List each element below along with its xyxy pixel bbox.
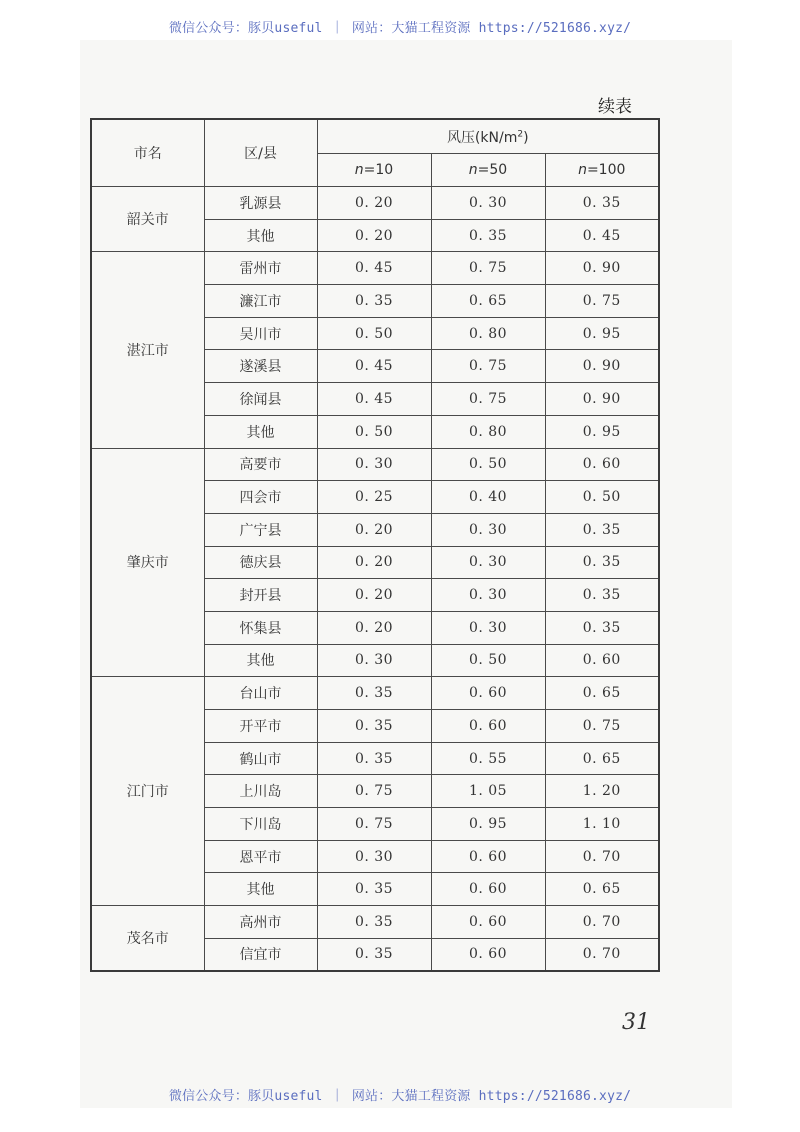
city-cell: 茂名市: [91, 906, 204, 971]
value-n10-cell: 0. 30: [317, 644, 431, 677]
header-n100: [545, 154, 659, 187]
value-n100-cell: 0. 35: [545, 579, 659, 612]
value-n10-cell: 0. 45: [317, 383, 431, 416]
value-n100-cell: 0. 95: [545, 415, 659, 448]
district-cell: 其他: [204, 644, 317, 677]
table-body: [91, 187, 659, 972]
value-n50-cell: 0. 60: [431, 873, 545, 906]
value-n50-cell: 0. 60: [431, 710, 545, 743]
value-n10-cell: 0. 45: [317, 350, 431, 383]
value-n50-cell: 1. 05: [431, 775, 545, 808]
value-n100-cell: 0. 90: [545, 383, 659, 416]
value-n100-cell: 0. 75: [545, 285, 659, 318]
value-n100-cell: 0. 35: [545, 513, 659, 546]
value-n100-cell: 0. 35: [545, 187, 659, 220]
value-n10-cell: 0. 30: [317, 840, 431, 873]
district-cell: 雷州市: [204, 252, 317, 285]
header-wind-pressure: [317, 119, 659, 154]
value-n10-cell: 0. 25: [317, 481, 431, 514]
value-n10-cell: 0. 35: [317, 873, 431, 906]
district-cell: 封开县: [204, 579, 317, 612]
district-cell: 遂溪县: [204, 350, 317, 383]
value-n50-cell: 0. 30: [431, 611, 545, 644]
value-n100-cell: 0. 45: [545, 219, 659, 252]
value-n50-cell: 0. 30: [431, 579, 545, 612]
district-cell: 开平市: [204, 710, 317, 743]
value-n50-cell: 0. 35: [431, 219, 545, 252]
district-cell: 信宜市: [204, 938, 317, 971]
value-n50-cell: 0. 60: [431, 677, 545, 710]
value-n50-cell: 0. 50: [431, 448, 545, 481]
continued-label: 续表: [598, 97, 632, 117]
header-n-var: n: [578, 162, 587, 178]
value-n10-cell: 0. 35: [317, 285, 431, 318]
value-n100-cell: 0. 65: [545, 742, 659, 775]
value-n50-cell: 0. 80: [431, 415, 545, 448]
value-n50-cell: 0. 30: [431, 513, 545, 546]
city-cell: 韶关市: [91, 187, 204, 252]
district-cell: 濂江市: [204, 285, 317, 318]
value-n50-cell: 0. 75: [431, 383, 545, 416]
district-cell: 广宁县: [204, 513, 317, 546]
value-n10-cell: 0. 35: [317, 938, 431, 971]
value-n50-cell: 0. 60: [431, 938, 545, 971]
value-n100-cell: 0. 70: [545, 840, 659, 873]
district-cell: 台山市: [204, 677, 317, 710]
value-n10-cell: 0. 35: [317, 677, 431, 710]
value-n10-cell: 0. 20: [317, 219, 431, 252]
header-n10: [317, 154, 431, 187]
district-cell: 徐闻县: [204, 383, 317, 416]
wind-pressure-table: [90, 118, 660, 972]
value-n50-cell: 0. 75: [431, 252, 545, 285]
value-n100-cell: 0. 60: [545, 448, 659, 481]
header-n50: [431, 154, 545, 187]
district-cell: 其他: [204, 873, 317, 906]
city-cell: 江门市: [91, 677, 204, 906]
value-n50-cell: 0. 75: [431, 350, 545, 383]
value-n10-cell: 0. 20: [317, 513, 431, 546]
value-n10-cell: 0. 20: [317, 546, 431, 579]
table-row: [91, 252, 659, 285]
value-n10-cell: 0. 50: [317, 317, 431, 350]
header-n100-value: =100: [586, 162, 626, 178]
value-n100-cell: 0. 75: [545, 710, 659, 743]
watermark-bottom: 微信公众号：豚贝useful ｜ 网站：大猫工程资源 https://521686.xyz/: [168, 1089, 632, 1104]
value-n100-cell: 0. 90: [545, 350, 659, 383]
district-cell: 其他: [204, 219, 317, 252]
city-cell: 肇庆市: [91, 448, 204, 677]
value-n10-cell: 0. 35: [317, 710, 431, 743]
value-n10-cell: 0. 20: [317, 187, 431, 220]
value-n50-cell: 0. 65: [431, 285, 545, 318]
value-n50-cell: 0. 30: [431, 187, 545, 220]
district-cell: 怀集县: [204, 611, 317, 644]
header-district: 区/县: [204, 119, 317, 187]
value-n100-cell: 0. 90: [545, 252, 659, 285]
value-n10-cell: 0. 75: [317, 775, 431, 808]
header-pressure-prefix: 风压(kN/m: [446, 129, 518, 146]
value-n50-cell: 0. 55: [431, 742, 545, 775]
value-n50-cell: 0. 60: [431, 906, 545, 939]
page-number: 31: [622, 1010, 650, 1035]
value-n10-cell: 0. 20: [317, 579, 431, 612]
district-cell: 德庆县: [204, 546, 317, 579]
value-n100-cell: 0. 65: [545, 873, 659, 906]
header-n-var: n: [354, 162, 364, 178]
district-cell: 吴川市: [204, 317, 317, 350]
value-n10-cell: 0. 35: [317, 742, 431, 775]
value-n50-cell: 0. 30: [431, 546, 545, 579]
header-n50-value: =50: [477, 162, 508, 178]
table-row: [91, 677, 659, 710]
value-n50-cell: 0. 40: [431, 481, 545, 514]
value-n10-cell: 0. 20: [317, 611, 431, 644]
district-cell: 高要市: [204, 448, 317, 481]
value-n100-cell: 1. 20: [545, 775, 659, 808]
value-n10-cell: 0. 50: [317, 415, 431, 448]
value-n50-cell: 0. 95: [431, 808, 545, 841]
value-n100-cell: 0. 70: [545, 906, 659, 939]
value-n100-cell: 0. 65: [545, 677, 659, 710]
value-n100-cell: 0. 95: [545, 317, 659, 350]
value-n50-cell: 0. 50: [431, 644, 545, 677]
city-cell: 湛江市: [91, 252, 204, 448]
district-cell: 四会市: [204, 481, 317, 514]
value-n100-cell: 0. 35: [545, 546, 659, 579]
district-cell: 乳源县: [204, 187, 317, 220]
header-n-var: n: [468, 162, 478, 178]
watermark-top: 微信公众号：豚贝useful ｜ 网站：大猫工程资源 https://521686.xyz/: [168, 21, 632, 36]
value-n10-cell: 0. 75: [317, 808, 431, 841]
table-row: [91, 187, 659, 220]
table-row: [91, 906, 659, 939]
value-n100-cell: 1. 10: [545, 808, 659, 841]
header-n10-value: =10: [363, 162, 394, 178]
value-n10-cell: 0. 45: [317, 252, 431, 285]
district-cell: 其他: [204, 415, 317, 448]
value-n100-cell: 0. 70: [545, 938, 659, 971]
value-n50-cell: 0. 80: [431, 317, 545, 350]
district-cell: 鹤山市: [204, 742, 317, 775]
value-n10-cell: 0. 35: [317, 906, 431, 939]
table-row: [91, 448, 659, 481]
value-n50-cell: 0. 60: [431, 840, 545, 873]
value-n10-cell: 0. 30: [317, 448, 431, 481]
header-pressure-suffix: ): [523, 129, 529, 146]
value-n100-cell: 0. 50: [545, 481, 659, 514]
header-pressure-sup: 2: [517, 128, 524, 139]
district-cell: 下川岛: [204, 808, 317, 841]
district-cell: 高州市: [204, 906, 317, 939]
district-cell: 恩平市: [204, 840, 317, 873]
value-n100-cell: 0. 35: [545, 611, 659, 644]
district-cell: 上川岛: [204, 775, 317, 808]
header-city: 市名: [91, 119, 204, 187]
value-n100-cell: 0. 60: [545, 644, 659, 677]
